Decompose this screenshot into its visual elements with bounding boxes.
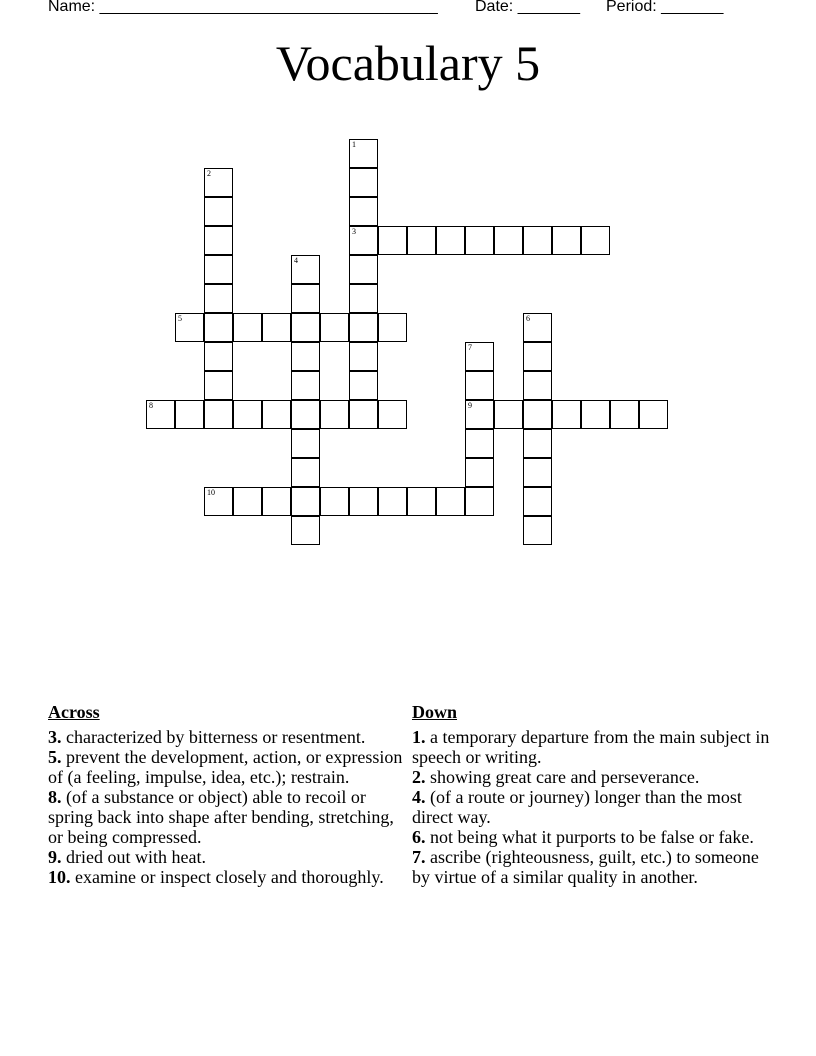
cell-number: 9: [468, 401, 472, 410]
clue-number: 4.: [412, 787, 426, 807]
crossword-cell[interactable]: [320, 400, 349, 429]
crossword-cell[interactable]: [349, 284, 378, 313]
cell-number: 7: [468, 343, 472, 352]
clue-text: (of a substance or object) able to recoil or spring back into shape after bending, stretching, or being compressed.: [48, 787, 394, 847]
crossword-cell[interactable]: [581, 400, 610, 429]
clue-text: not being what it purports to be false or fake.: [430, 827, 754, 847]
crossword-cell[interactable]: [465, 487, 494, 516]
clue-number: 5.: [48, 747, 62, 767]
clue-number: 2.: [412, 767, 426, 787]
crossword-cell[interactable]: [291, 371, 320, 400]
crossword-cell[interactable]: [204, 400, 233, 429]
cell-number: 2: [207, 169, 211, 178]
crossword-cell[interactable]: [465, 342, 494, 371]
clue-across-10: [48, 867, 408, 887]
crossword-cell[interactable]: [349, 371, 378, 400]
crossword-cell[interactable]: [552, 400, 581, 429]
crossword-cell[interactable]: [436, 487, 465, 516]
crossword-cell[interactable]: [349, 313, 378, 342]
crossword-cell[interactable]: [262, 400, 291, 429]
clue-down-4: [412, 787, 772, 827]
cell-number: 1: [352, 140, 356, 149]
crossword-cell[interactable]: [523, 400, 552, 429]
crossword-cell[interactable]: [349, 487, 378, 516]
page-title: Vocabulary 5: [275, 35, 541, 91]
crossword-cell[interactable]: [320, 313, 349, 342]
down-clues: [412, 702, 772, 887]
crossword-cell[interactable]: [291, 284, 320, 313]
crossword-cell[interactable]: [523, 313, 552, 342]
clue-text: (of a route or journey) longer than the most direct way.: [412, 787, 742, 827]
crossword-cell[interactable]: [204, 226, 233, 255]
crossword-cell[interactable]: [291, 429, 320, 458]
clue-number: 6.: [412, 827, 426, 847]
crossword-cell[interactable]: [320, 487, 349, 516]
crossword-cell[interactable]: [204, 197, 233, 226]
period-field-label: Period: _______: [606, 0, 724, 15]
clue-text: a temporary departure from the main subject in speech or writing.: [412, 727, 770, 767]
clue-text: dried out with heat.: [66, 847, 206, 867]
cell-number: 5: [178, 314, 182, 323]
crossword-cell[interactable]: [378, 226, 407, 255]
crossword-cell[interactable]: [204, 255, 233, 284]
clue-across-3: [48, 727, 408, 747]
crossword-cell[interactable]: [378, 487, 407, 516]
crossword-cell[interactable]: [233, 400, 262, 429]
crossword-cell[interactable]: [291, 255, 320, 284]
cell-number: 8: [149, 401, 153, 410]
crossword-cell[interactable]: [523, 487, 552, 516]
crossword-cell[interactable]: [349, 342, 378, 371]
crossword-cell[interactable]: [407, 226, 436, 255]
cell-number: 3: [352, 227, 356, 236]
across-clues: [48, 702, 408, 887]
clue-number: 3.: [48, 727, 62, 747]
crossword-cell[interactable]: [494, 226, 523, 255]
clue-text: prevent the development, action, or expression of (a feeling, impulse, idea, etc.); restrain.: [48, 747, 403, 787]
crossword-cell[interactable]: [349, 255, 378, 284]
crossword-cell[interactable]: [204, 371, 233, 400]
crossword-cell[interactable]: [204, 487, 233, 516]
clue-number: 1.: [412, 727, 426, 747]
clue-down-2: [412, 767, 772, 787]
crossword-cell[interactable]: [262, 487, 291, 516]
crossword-cell[interactable]: [552, 226, 581, 255]
crossword-cell[interactable]: [523, 371, 552, 400]
crossword-cell[interactable]: [233, 313, 262, 342]
clue-number: 7.: [412, 847, 426, 867]
crossword-cell[interactable]: [494, 400, 523, 429]
clue-number: 9.: [48, 847, 62, 867]
down-heading: Down: [412, 702, 458, 722]
clue-number: 10.: [48, 867, 71, 887]
crossword-cell[interactable]: [204, 284, 233, 313]
clue-across-5: [48, 747, 408, 787]
crossword-cell[interactable]: [291, 516, 320, 545]
cell-number: 10: [207, 488, 215, 497]
across-heading: Across: [48, 702, 100, 722]
crossword-cell[interactable]: [465, 371, 494, 400]
crossword-cell[interactable]: [523, 226, 552, 255]
crossword-cell[interactable]: [204, 342, 233, 371]
crossword-cell[interactable]: [291, 487, 320, 516]
crossword-cell[interactable]: [349, 168, 378, 197]
crossword-cell[interactable]: [610, 400, 639, 429]
crossword-cell[interactable]: [291, 342, 320, 371]
crossword-cell[interactable]: [407, 487, 436, 516]
clue-across-8: [48, 787, 408, 847]
crossword-cell[interactable]: [349, 139, 378, 168]
clue-text: examine or inspect closely and thoroughly.: [75, 867, 384, 887]
crossword-cell[interactable]: [291, 313, 320, 342]
crossword-cell[interactable]: [465, 458, 494, 487]
date-field-label: Date: _______: [475, 0, 580, 15]
crossword-cell[interactable]: [291, 400, 320, 429]
clue-text: showing great care and perseverance.: [430, 767, 700, 787]
crossword-cell[interactable]: [465, 400, 494, 429]
crossword-cell[interactable]: [291, 458, 320, 487]
crossword-cell[interactable]: [204, 313, 233, 342]
crossword-cell[interactable]: [523, 429, 552, 458]
crossword-cell[interactable]: [175, 400, 204, 429]
crossword-cell[interactable]: [349, 226, 378, 255]
crossword-cell[interactable]: [146, 400, 175, 429]
crossword-cell[interactable]: [349, 400, 378, 429]
crossword-cell[interactable]: [262, 313, 291, 342]
clue-down-7: [412, 847, 772, 887]
crossword-cell[interactable]: [581, 226, 610, 255]
clue-text: ascribe (righteousness, guilt, etc.) to someone by virtue of a similar quality in another.: [412, 847, 759, 887]
crossword-cell[interactable]: [378, 313, 407, 342]
cell-number: 6: [526, 314, 530, 323]
clue-number: 8.: [48, 787, 62, 807]
crossword-cell[interactable]: [175, 313, 204, 342]
clue-down-1: [412, 727, 772, 767]
cell-number: 4: [294, 256, 298, 265]
crossword-cell[interactable]: [523, 458, 552, 487]
crossword-cell[interactable]: [465, 429, 494, 458]
crossword-cell[interactable]: [233, 487, 262, 516]
crossword-cell[interactable]: [465, 226, 494, 255]
crossword-cell[interactable]: [639, 400, 668, 429]
name-field-label: Name: ______________________________________: [48, 0, 438, 15]
crossword-cell[interactable]: [378, 400, 407, 429]
crossword-cell[interactable]: [523, 516, 552, 545]
clue-down-6: [412, 827, 772, 847]
crossword-cell[interactable]: [436, 226, 465, 255]
crossword-cell[interactable]: [523, 342, 552, 371]
crossword-cell[interactable]: [349, 197, 378, 226]
crossword-cell[interactable]: [204, 168, 233, 197]
clue-across-9: [48, 847, 408, 867]
clue-text: characterized by bitterness or resentment.: [66, 727, 366, 747]
